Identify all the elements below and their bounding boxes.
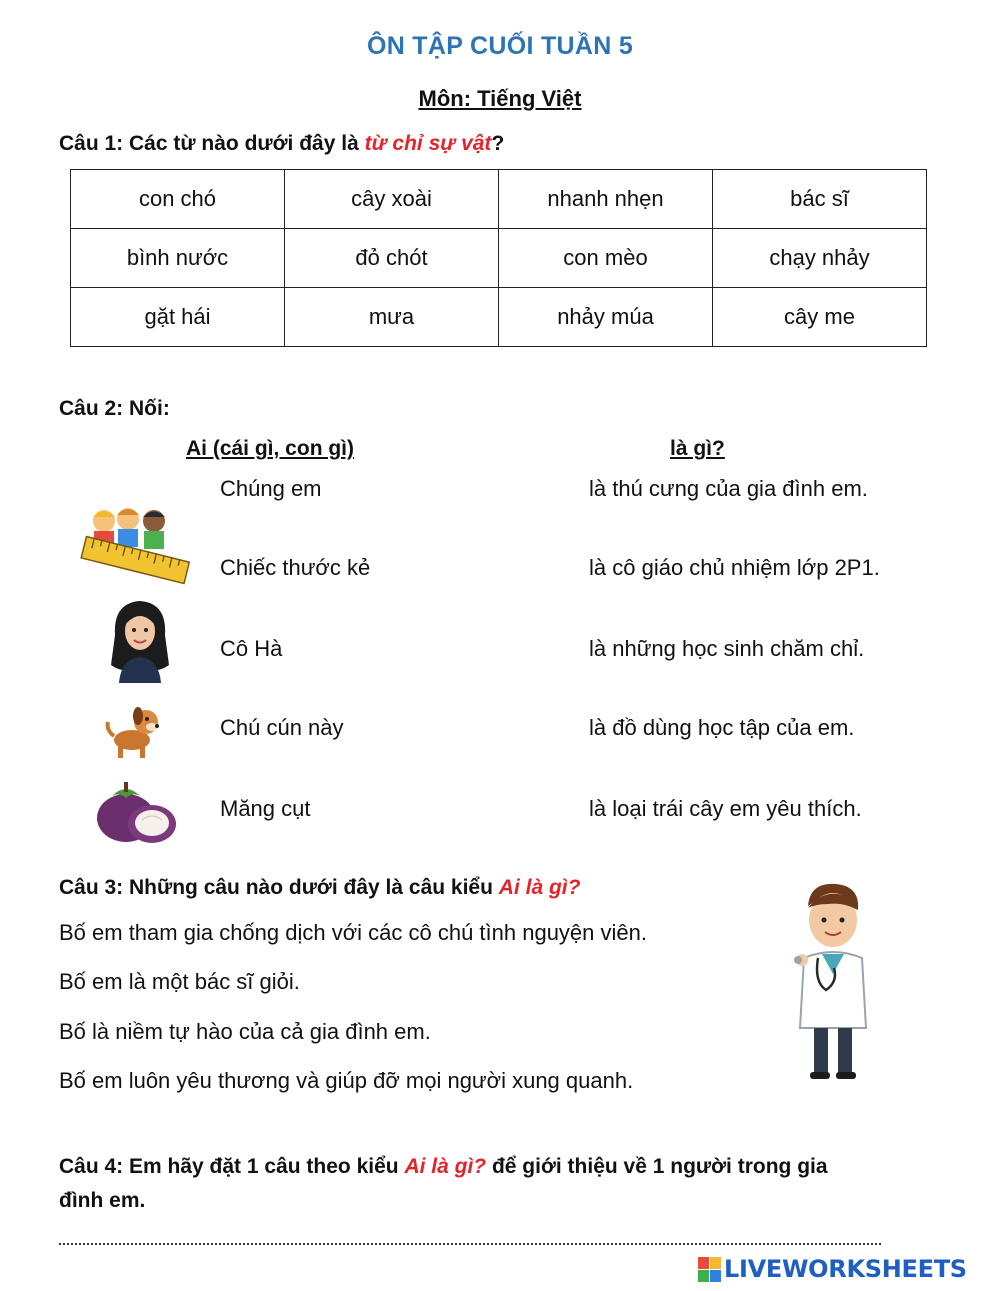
teacher-avatar-icon <box>105 595 175 683</box>
match-left-item[interactable]: Chúng em <box>220 476 322 501</box>
question-4-heading <box>59 1150 939 1218</box>
logo-text: LIVEWORKSHEETS <box>724 1255 967 1283</box>
word-cell[interactable]: con mèo <box>499 229 713 288</box>
word-cell[interactable]: cây xoài <box>285 170 499 229</box>
match-left-item[interactable]: Chiếc thước kẻ <box>220 555 371 580</box>
word-cell[interactable]: con chó <box>71 170 285 229</box>
match-right-item[interactable]: là loại trái cây em yêu thích. <box>589 796 862 821</box>
left-column-header: Ai (cái gì, con gì) <box>186 437 355 460</box>
match-left-item[interactable]: Măng cụt <box>220 796 311 821</box>
match-right-item[interactable]: là những học sinh chăm chỉ. <box>589 636 865 661</box>
word-cell[interactable]: nhanh nhẹn <box>499 170 713 229</box>
sentence-option[interactable]: Bố em tham gia chống dịch với các cô chú tình nguyện viên. <box>59 920 647 945</box>
match-left-item[interactable]: Cô Hà <box>220 636 283 661</box>
logo-blocks-icon <box>698 1257 721 1282</box>
word-cell[interactable]: đỏ chót <box>285 229 499 288</box>
question-1-highlight: từ chỉ sự vật <box>364 132 492 155</box>
subject-subtitle: Môn: Tiếng Việt <box>418 86 582 111</box>
word-cell[interactable]: mưa <box>285 288 499 347</box>
doctor-icon <box>778 878 888 1086</box>
answer-line[interactable] <box>59 1237 881 1245</box>
liveworksheets-logo <box>698 1254 967 1284</box>
question-3-heading <box>59 876 580 900</box>
word-table <box>70 169 927 347</box>
page-title: ÔN TẬP CUỐI TUẦN 5 <box>366 32 634 60</box>
word-cell[interactable]: bình nước <box>71 229 285 288</box>
question-3-highlight: Ai là gì? <box>498 876 581 899</box>
word-cell[interactable]: cây me <box>713 288 927 347</box>
question-1-label: Câu 1: Các từ nào dưới đây là <box>59 132 365 155</box>
table-row <box>71 229 927 288</box>
children-ruler-icon <box>78 503 192 587</box>
word-cell[interactable]: gặt hái <box>71 288 285 347</box>
sentence-option[interactable]: Bố em là một bác sĩ giỏi. <box>59 969 300 994</box>
right-column-header: là gì? <box>670 437 725 460</box>
question-1-end: ? <box>491 132 505 155</box>
question-2-heading: Câu 2: Nối: <box>59 397 170 420</box>
table-row <box>71 288 927 347</box>
match-right-item[interactable]: là đồ dùng học tập của em. <box>589 715 855 740</box>
word-cell[interactable]: nhảy múa <box>499 288 713 347</box>
question-4-label-line2: đình em. <box>59 1189 146 1212</box>
sentence-option[interactable]: Bố em luôn yêu thương và giúp đỡ mọi người xung quanh. <box>59 1068 634 1093</box>
match-right-item[interactable]: là cô giáo chủ nhiệm lớp 2P1. <box>589 555 880 580</box>
word-cell[interactable]: chạy nhảy <box>713 229 927 288</box>
question-3-label: Câu 3: Những câu nào dưới đây là câu kiểu <box>59 876 499 899</box>
question-4-highlight: Ai là gì? <box>404 1155 487 1178</box>
table-row <box>71 170 927 229</box>
match-left-item[interactable]: Chú cún này <box>220 715 344 740</box>
question-4-label: Câu 4: Em hãy đặt 1 câu theo kiểu <box>59 1155 405 1178</box>
sentence-option[interactable]: Bố là niềm tự hào của cả gia đình em. <box>59 1019 431 1044</box>
word-cell[interactable]: bác sĩ <box>713 170 927 229</box>
match-right-item[interactable]: là thú cưng của gia đình em. <box>589 476 868 501</box>
question-1-heading <box>59 132 504 156</box>
mangosteen-icon <box>94 776 178 844</box>
puppy-icon <box>102 700 164 760</box>
question-4-label-after: để giới thiệu về 1 người trong gia <box>486 1155 828 1178</box>
